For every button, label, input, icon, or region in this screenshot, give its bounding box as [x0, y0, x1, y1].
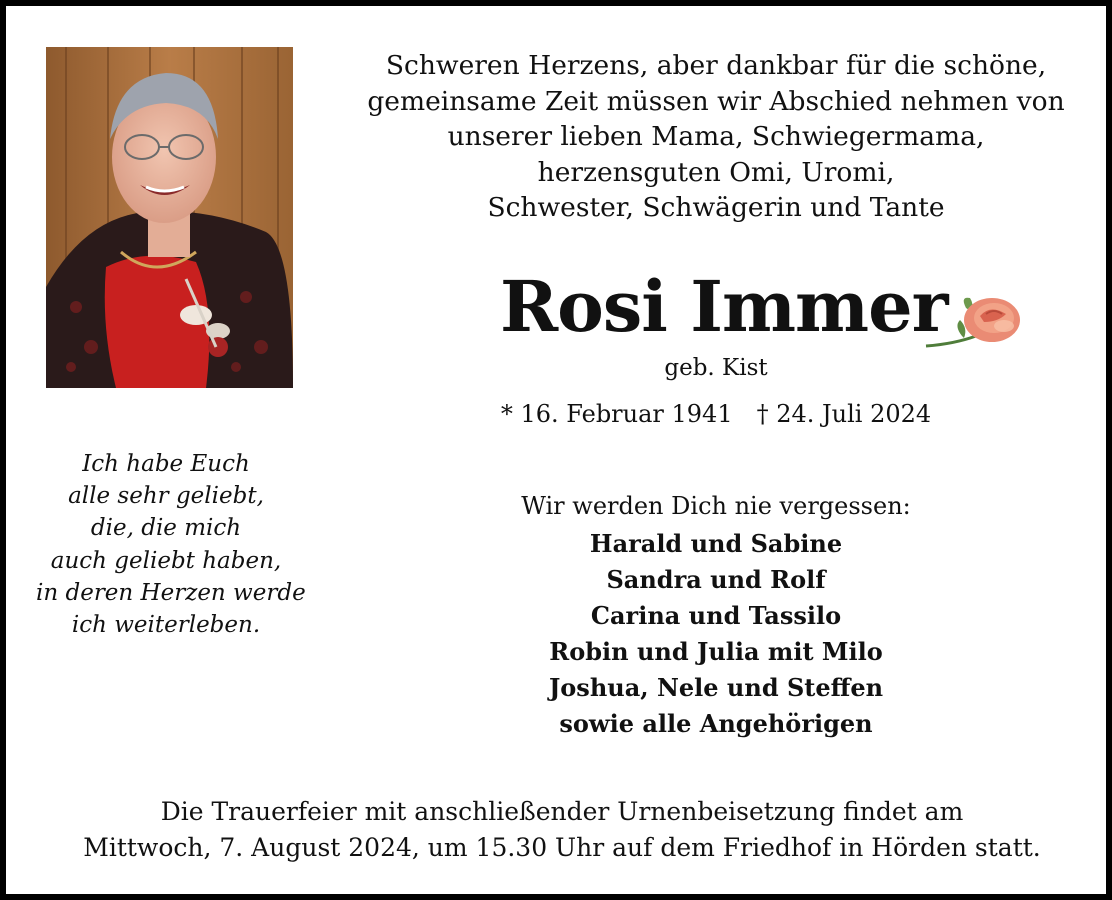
mourners-intro: Wir werden Dich nie vergessen: — [521, 492, 911, 520]
intro-line: gemeinsame Zeit müssen wir Abschied nehmen von — [367, 85, 1065, 117]
mourner-name: Joshua, Nele und Steffen — [548, 673, 884, 702]
deceased-name: Rosi Immer — [500, 265, 948, 348]
intro-line: unserer lieben Mama, Schwiegermama, — [447, 121, 985, 152]
ceremony-line: Mittwoch, 7. August 2024, um 15.30 Uhr auf dem Friedhof in Hörden statt. — [83, 833, 1041, 862]
portrait-illustration — [46, 47, 293, 388]
life-dates — [476, 397, 956, 431]
mourner-name: Harald und Sabine — [589, 529, 843, 558]
birth-date: * 16. Februar 1941 — [500, 400, 733, 428]
mourner-name: Sandra und Rolf — [606, 565, 826, 594]
quote-line: auch geliebt haben, — [50, 547, 282, 574]
memorial-quote — [36, 448, 306, 641]
intro-line: Schweren Herzens, aber dankbar für die schöne, — [385, 50, 1047, 81]
mourner-name: Robin und Julia mit Milo — [549, 637, 883, 666]
quote-line: alle sehr geliebt, — [68, 483, 264, 510]
birth-name: geb. Kist — [664, 355, 768, 381]
mourner-name: Carina und Tassilo — [590, 601, 842, 630]
ceremony-notice — [46, 794, 1078, 866]
quote-line: in deren Herzen werde — [36, 579, 306, 606]
quote-line: Ich habe Euch — [82, 451, 250, 477]
intro-text — [366, 48, 1066, 226]
quote-line: ich weiterleben. — [71, 612, 261, 639]
mourner-name: sowie alle Angehörigen — [559, 709, 873, 738]
rose-icon — [924, 286, 1028, 352]
intro-line: Schwester, Schwägerin und Tante — [487, 192, 945, 223]
death-date: † 24. Juli 2024 — [756, 400, 932, 428]
mourners-list — [476, 526, 956, 742]
intro-line: herzensguten Omi, Uromi, — [537, 156, 895, 188]
portrait-photo — [46, 47, 293, 388]
ceremony-line: Die Trauerfeier mit anschließender Urnenbeisetzung findet am — [160, 797, 964, 826]
quote-line: die, die mich — [90, 515, 242, 542]
